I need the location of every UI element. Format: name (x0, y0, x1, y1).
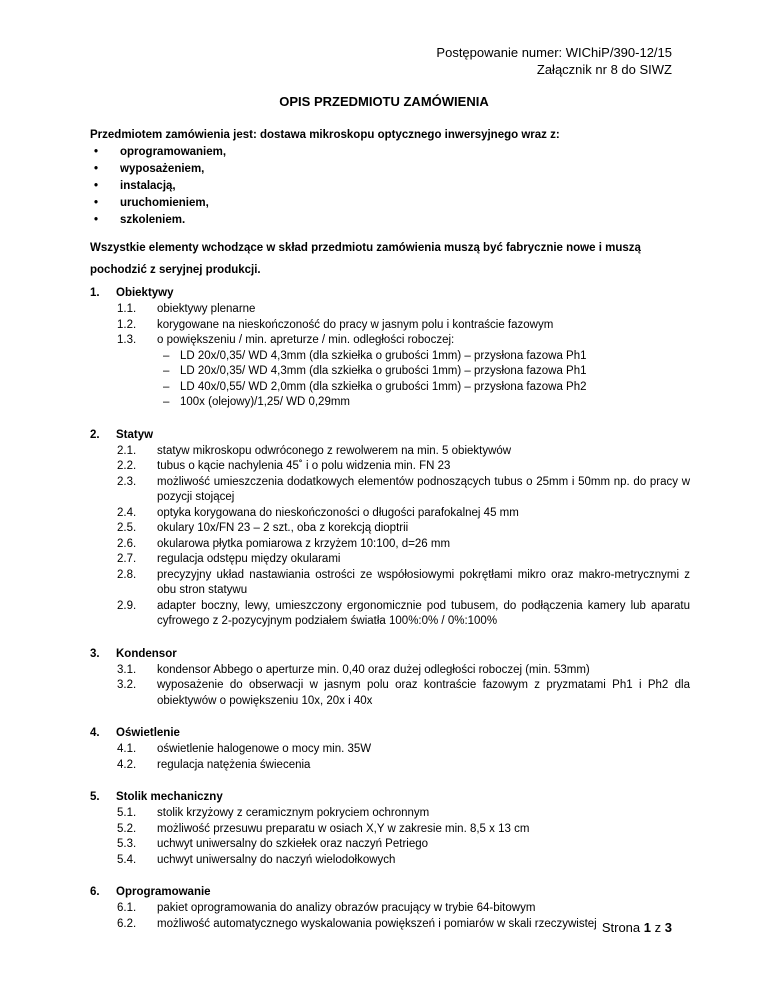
list-item (90, 552, 690, 568)
item-text: obiektywy plenarne (157, 303, 256, 315)
list-item (90, 161, 690, 178)
item-text: pakiet oprogramowania do analizy obrazów pracujący w trybie 64-bitowym (157, 902, 536, 914)
list-item (90, 853, 690, 869)
list-item (90, 212, 690, 229)
section-title: Stolik mechaniczny (116, 791, 223, 803)
list-item (90, 302, 690, 318)
dash-icon: – (163, 365, 170, 377)
section-number: 4. (90, 727, 100, 739)
sub-item (90, 380, 690, 396)
item-text: precyzyjny układ nastawiania ostrości ze współosiowymi pokrętłami mikro oraz makro-metrycznymi z obu stron statywu (157, 568, 690, 596)
bullet-icon: • (94, 180, 99, 192)
item-text: stolik krzyżowy z ceramicznym pokryciem ochronnym (157, 807, 430, 819)
item-text: możliwość automatycznego wyskalowania powiększeń i pomiarów w skali rzeczywistej (157, 917, 597, 930)
item-text: wyposażenie do obserwacji w jasnym polu oraz kontraście fazowym z pryzmatami Ph1 i Ph2 dla obiektywów o powiększeniu 10x, 20x i 40x (157, 679, 690, 707)
list-item (90, 678, 690, 709)
list-item (90, 822, 690, 838)
intro-block (90, 127, 690, 229)
list-item (90, 568, 690, 599)
sub-item-text: LD 40x/0,55/ WD 2,0mm (dla szkiełka o grubości 1mm) – przysłona fazowa Ph2 (180, 380, 587, 393)
page-footer (602, 920, 672, 935)
section-number: 5. (90, 791, 100, 803)
section-heading (90, 884, 690, 901)
list-item (90, 663, 690, 679)
list-item (90, 195, 690, 212)
page-total: 3 (664, 920, 672, 935)
item-number: 2.1. (117, 444, 137, 457)
item-number: 4.2. (117, 758, 137, 771)
page-separator: z (654, 920, 662, 935)
page-label: Strona (601, 920, 641, 935)
item-text: tubus o kącie nachylenia 45˚ i o polu widzenia min. FN 23 (157, 460, 451, 472)
item-number: 3.1. (117, 663, 137, 676)
bullet-icon: • (94, 163, 99, 175)
bullet-text: uruchomieniem, (120, 197, 209, 209)
item-text: o powiększeniu / min. apreturze / min. odległości roboczej: (157, 334, 455, 346)
item-text: możliwość przesuwu preparatu w osiach X,Y w zakresie min. 8,5 x 13 cm (157, 822, 530, 835)
bullet-text: instalacją, (120, 180, 176, 192)
intro-bullet-list (90, 144, 690, 229)
item-number: 4.1. (117, 743, 137, 755)
item-number: 3.2. (117, 679, 137, 691)
list-item (90, 837, 690, 853)
item-number: 2.3. (117, 475, 137, 488)
item-text: regulacja natężenia świecenia (157, 758, 311, 771)
list-item (90, 444, 690, 460)
item-number: 6.2. (117, 917, 137, 930)
dash-icon: – (163, 349, 170, 362)
document-title: OPIS PRZEDMIOTU ZAMÓWIENIA (279, 94, 489, 109)
list-item (90, 742, 690, 758)
requirements-note: Wszystkie elementy wchodzące w skład przedmiotu zamówienia muszą być fabrycznie nowe i muszą pochodzić z seryjnej produkcji. (90, 242, 641, 276)
sub-item (90, 349, 690, 365)
list-item (90, 318, 690, 334)
item-text: oświetlenie halogenowe o mocy min. 35W (157, 743, 372, 755)
section-objectives (90, 285, 690, 411)
item-number: 2.6. (117, 537, 137, 550)
item-text: statyw mikroskopu odwróconego z rewolwerem na min. 5 obiektywów (157, 444, 512, 457)
page-header (436, 44, 672, 78)
dash-icon: – (163, 380, 170, 393)
section-number: 3. (90, 647, 100, 660)
procedure-number: Postępowanie numer: WIChiP/390-12/15 (436, 45, 672, 60)
section-number: 6. (90, 886, 100, 898)
section-heading (90, 285, 690, 302)
list-item (90, 806, 690, 822)
item-number: 5.1. (117, 807, 137, 819)
section-title: Oprogramowanie (116, 886, 211, 898)
list-item (90, 599, 690, 630)
item-number: 2.2. (117, 460, 137, 472)
list-item (90, 917, 690, 933)
list-item (90, 459, 690, 475)
list-item (90, 178, 690, 195)
intro-lead: Przedmiotem zamówienia jest: dostawa mikroskopu optycznego inwersyjnego wraz z: (90, 129, 560, 141)
section-title: Obiektywy (116, 287, 174, 299)
item-number: 1.1. (117, 303, 137, 315)
item-number: 2.8. (117, 568, 137, 581)
attachment-label: Załącznik nr 8 do SIWZ (536, 62, 672, 77)
item-number: 2.9. (117, 599, 137, 612)
section-title: Kondensor (116, 647, 177, 660)
item-text: okulary 10x/FN 23 – 2 szt., oba z korekcją dioptrii (157, 522, 409, 534)
item-number: 6.1. (117, 902, 137, 914)
sections-list (90, 285, 690, 948)
list-item (90, 144, 690, 161)
item-number: 1.3. (117, 334, 137, 346)
section-condenser (90, 646, 690, 710)
item-number: 5.3. (117, 838, 137, 850)
dash-icon: – (163, 396, 170, 408)
bullet-text: oprogramowaniem, (120, 146, 227, 158)
item-text: uchwyt uniwersalny do naczyń wielodołkowych (157, 853, 396, 866)
list-item (90, 475, 690, 506)
list-item (90, 506, 690, 522)
sub-item-text: LD 20x/0,35/ WD 4,3mm (dla szkiełka o grubości 1mm) – przysłona fazowa Ph1 (180, 365, 587, 377)
item-text: okularowa płytka pomiarowa z krzyżem 10:100, d=26 mm (157, 537, 451, 550)
item-number: 5.2. (117, 822, 137, 835)
sub-item-text: 100x (olejowy)/1,25/ WD 0,29mm (180, 396, 351, 408)
bullet-text: szkoleniem. (120, 214, 186, 226)
item-number: 1.2. (117, 318, 137, 331)
bullet-icon: • (94, 197, 99, 209)
bullet-icon: • (94, 146, 99, 158)
bullet-text: wyposażeniem, (120, 163, 205, 175)
bullet-icon: • (94, 214, 99, 226)
section-stand (90, 427, 690, 630)
section-illumination (90, 725, 690, 773)
item-number: 5.4. (117, 853, 137, 866)
item-text: kondensor Abbego o aperturze min. 0,40 oraz dużej odległości roboczej (min. 53mm) (157, 663, 590, 676)
item-number: 2.4. (117, 506, 137, 519)
item-number: 2.7. (117, 553, 137, 565)
section-title: Statyw (116, 428, 154, 441)
sub-item (90, 395, 690, 411)
section-number: 1. (90, 287, 100, 299)
item-text: regulacja odstępu między okularami (157, 553, 341, 565)
section-mechanical-stage (90, 789, 690, 868)
section-heading (90, 646, 690, 663)
item-text: uchwyt uniwersalny do szkiełek oraz naczyń Petriego (157, 838, 429, 850)
section-number: 2. (90, 428, 100, 441)
section-title: Oświetlenie (116, 727, 180, 739)
sub-item (90, 364, 690, 380)
list-item (90, 758, 690, 774)
sub-item-text: LD 20x/0,35/ WD 4,3mm (dla szkiełka o grubości 1mm) – przysłona fazowa Ph1 (180, 349, 587, 362)
list-item (90, 901, 690, 917)
section-software (90, 884, 690, 932)
item-number: 2.5. (117, 522, 137, 534)
item-text: optyka korygowana do nieskończoności o długości parafokalnej 45 mm (157, 506, 519, 519)
item-text: korygowane na nieskończoność do pracy w jasnym polu i kontraście fazowym (157, 318, 554, 331)
list-item (90, 537, 690, 553)
page-number: 1 (643, 920, 652, 935)
list-item (90, 521, 690, 537)
section-heading (90, 427, 690, 444)
item-text: możliwość umieszczenia dodatkowych elementów podnoszących tubus o 25mm i 50mm np. do pracy w pozycji stojącej (157, 475, 690, 503)
section-heading (90, 725, 690, 742)
section-heading (90, 789, 690, 806)
list-item (90, 333, 690, 349)
item-text: adapter boczny, lewy, umieszczony ergonomicznie pod tubusem, do podłączenia kamery lub aparatu cyfrowego z 2-pozycyjnym podziałem światła 100%:0% / 0%:100% (157, 599, 690, 627)
